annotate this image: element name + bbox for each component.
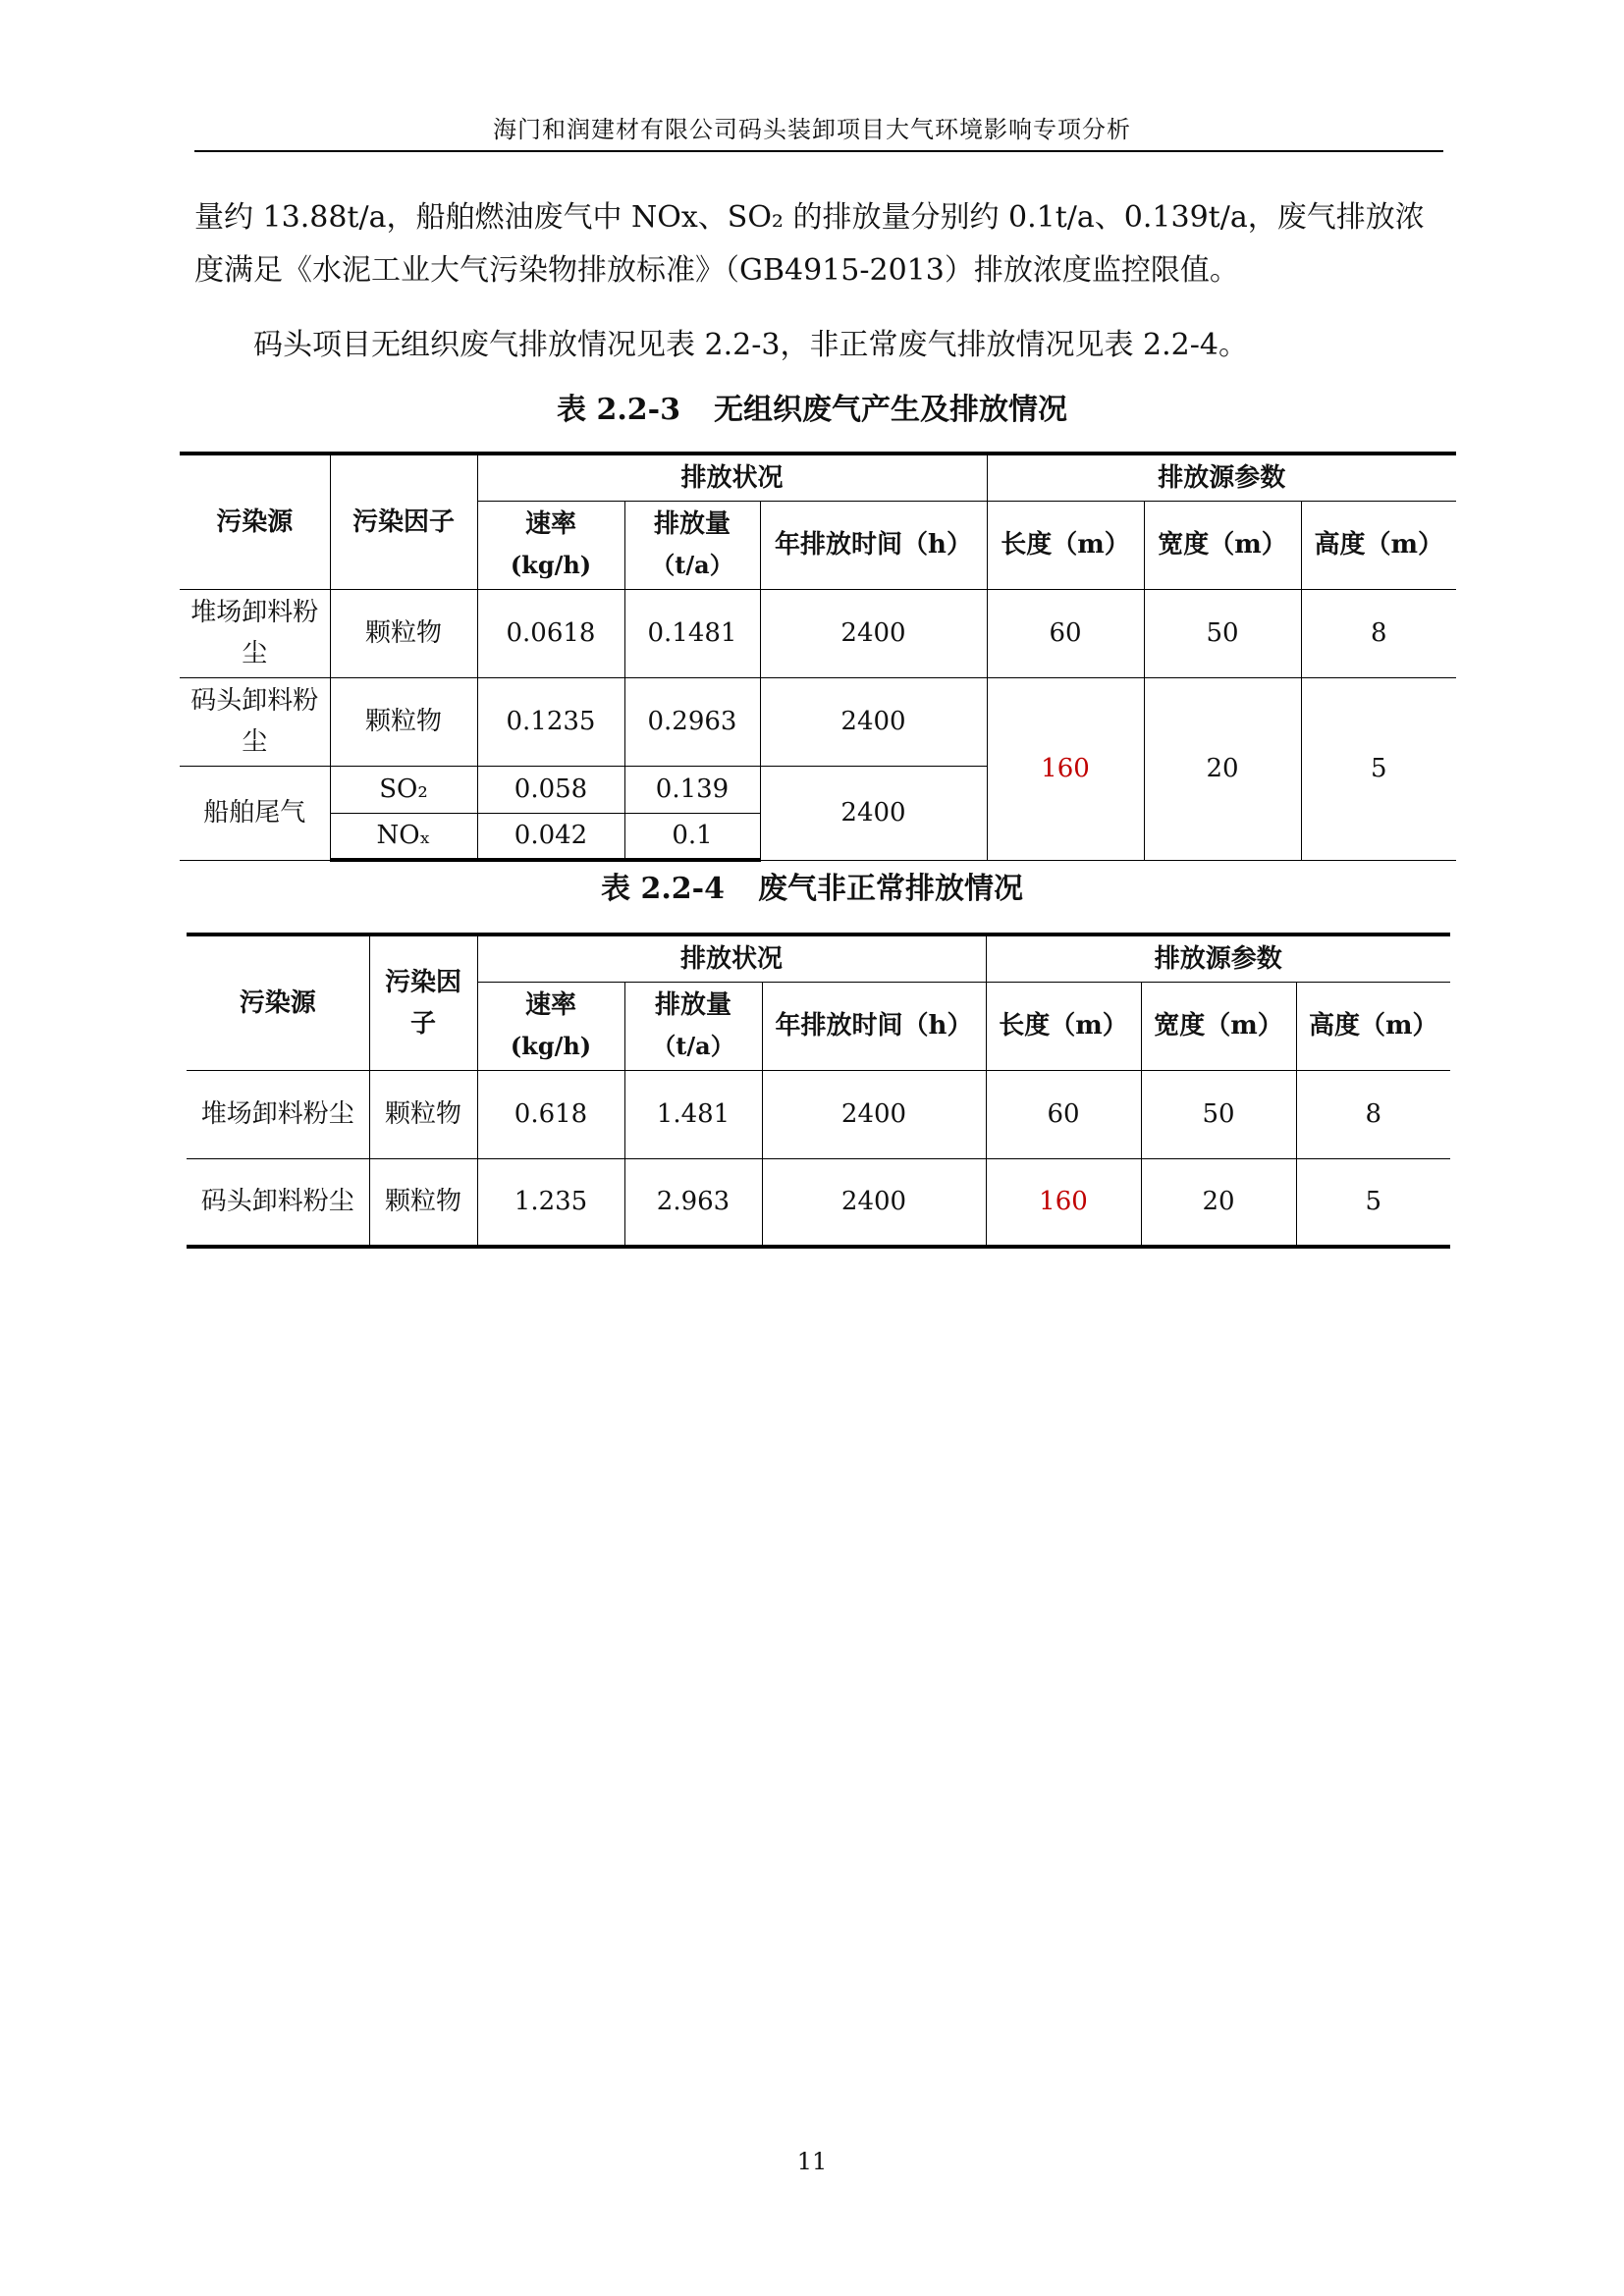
table1-cell-amount: 0.1: [624, 813, 760, 860]
table1-cell-factor: NOₓ: [330, 813, 477, 860]
table1-cell-width: 50: [1144, 589, 1301, 677]
table2-caption-number: 表 2.2-4: [601, 872, 725, 906]
table2-header-factor: 污染因子: [369, 934, 477, 1070]
table1-cell-hours: 2400: [760, 677, 987, 766]
table2-cell-source: 堆场卸料粉尘: [187, 1070, 369, 1158]
table2-caption-title: 废气非正常排放情况: [757, 872, 1023, 906]
table1-header-rate-label: 速率: [524, 509, 576, 539]
table2-cell-length: 60: [986, 1070, 1141, 1158]
table2-cell-hours: 2400: [762, 1158, 986, 1247]
table1-cell-hours: 2400: [760, 766, 987, 860]
table1-cell-factor: 颗粒物: [330, 589, 477, 677]
table1-cell-amount: 0.1481: [624, 589, 760, 677]
table1-cell-source: 码头卸料粉尘: [180, 677, 330, 766]
table-row: [187, 1158, 1450, 1247]
table-2-2-4: [187, 933, 1450, 1249]
table1-header-amount-label: 排放量: [653, 509, 731, 539]
table2-header-length: 长度（m）: [986, 982, 1141, 1070]
table1-header-length: 长度（m）: [987, 501, 1144, 589]
table2-cell-factor: 颗粒物: [369, 1070, 477, 1158]
table1-cell-length: 160: [987, 677, 1144, 860]
running-header: 海门和润建材有限公司码头装卸项目大气环境影响专项分析: [493, 116, 1131, 143]
table1-header-rate: [477, 501, 624, 589]
table1-header-amount-unit: （t/a）: [651, 551, 733, 579]
table2-cell-height: 8: [1296, 1070, 1450, 1158]
table1-cell-factor: SO₂: [330, 766, 477, 813]
table1-cell-amount: 0.2963: [624, 677, 760, 766]
table1-header-hours: 年排放时间（h）: [760, 501, 987, 589]
table2-cell-source: 码头卸料粉尘: [187, 1158, 369, 1247]
table1-header-emission-status: 排放状况: [477, 454, 987, 501]
table2-cell-hours: 2400: [762, 1070, 986, 1158]
table1-header-source-params: 排放源参数: [987, 454, 1456, 501]
table1-caption: [0, 385, 1624, 428]
table1-cell-amount: 0.139: [624, 766, 760, 813]
table2-header-rate-label: 速率: [524, 990, 576, 1020]
table1-cell-length: 60: [987, 589, 1144, 677]
table2-header-height: 高度（m）: [1296, 982, 1450, 1070]
table1-cell-hours: 2400: [760, 589, 987, 677]
table2-cell-width: 20: [1141, 1158, 1296, 1247]
table1-header-height: 高度（m）: [1301, 501, 1456, 589]
table-row: [187, 1070, 1450, 1158]
table2-cell-width: 50: [1141, 1070, 1296, 1158]
table1-cell-height: 8: [1301, 589, 1456, 677]
table2-cell-factor: 颗粒物: [369, 1158, 477, 1247]
table-row: [180, 677, 1456, 766]
table2-cell-length: 160: [986, 1158, 1141, 1247]
body-paragraph-2: 码头项目无组织废气排放情况见表 2.2-3，非正常废气排放情况见表 2.2-4。: [253, 328, 1248, 362]
table2-header-source-params: 排放源参数: [986, 934, 1450, 982]
table2-header-amount: [624, 982, 762, 1070]
table1-header-amount: [624, 501, 760, 589]
table2-caption: [0, 864, 1624, 907]
table1-cell-width: 20: [1144, 677, 1301, 860]
table1-cell-factor: 颗粒物: [330, 677, 477, 766]
header-rule: [194, 150, 1443, 152]
body-paragraph-1: 量约 13.88t/a，船舶燃油废气中 NOx、SO₂ 的排放量分别约 0.1t/a、0.139t/a，废气排放浓度满足《水泥工业大气污染物排放标准》（GB4915-2013）排放浓度监控限值。: [194, 200, 1425, 288]
table1-cell-height: 5: [1301, 677, 1456, 860]
table2-header-rate-unit: (kg/h): [510, 1032, 592, 1060]
table1-header-width: 宽度（m）: [1144, 501, 1301, 589]
page-number: 11: [796, 2148, 828, 2175]
table2-header-hours: 年排放时间（h）: [762, 982, 986, 1070]
table2-header-source: 污染源: [187, 934, 369, 1070]
table2-cell-amount: 2.963: [624, 1158, 762, 1247]
table1-caption-title: 无组织废气产生及排放情况: [713, 393, 1067, 427]
table2-header-rate: [477, 982, 624, 1070]
table-row: [180, 589, 1456, 677]
table1-header-rate-unit: (kg/h): [510, 551, 592, 579]
table1-cell-rate: 0.0618: [477, 589, 624, 677]
table1-caption-number: 表 2.2-3: [557, 393, 680, 427]
table2-header-amount-unit: （t/a）: [652, 1032, 734, 1060]
table1-header-source: 污染源: [180, 454, 330, 589]
table1-cell-rate: 0.1235: [477, 677, 624, 766]
table2-cell-rate: 0.618: [477, 1070, 624, 1158]
table2-header-amount-label: 排放量: [654, 990, 731, 1020]
table2-header-width: 宽度（m）: [1141, 982, 1296, 1070]
table-2-2-3: [180, 452, 1456, 862]
table1-cell-source: 船舶尾气: [180, 766, 330, 860]
table2-cell-rate: 1.235: [477, 1158, 624, 1247]
table2-cell-height: 5: [1296, 1158, 1450, 1247]
table1-cell-rate: 0.058: [477, 766, 624, 813]
table2-cell-amount: 1.481: [624, 1070, 762, 1158]
table1-header-factor: 污染因子: [330, 454, 477, 589]
table1-cell-source: 堆场卸料粉尘: [180, 589, 330, 677]
table1-cell-rate: 0.042: [477, 813, 624, 860]
table2-header-emission-status: 排放状况: [477, 934, 986, 982]
